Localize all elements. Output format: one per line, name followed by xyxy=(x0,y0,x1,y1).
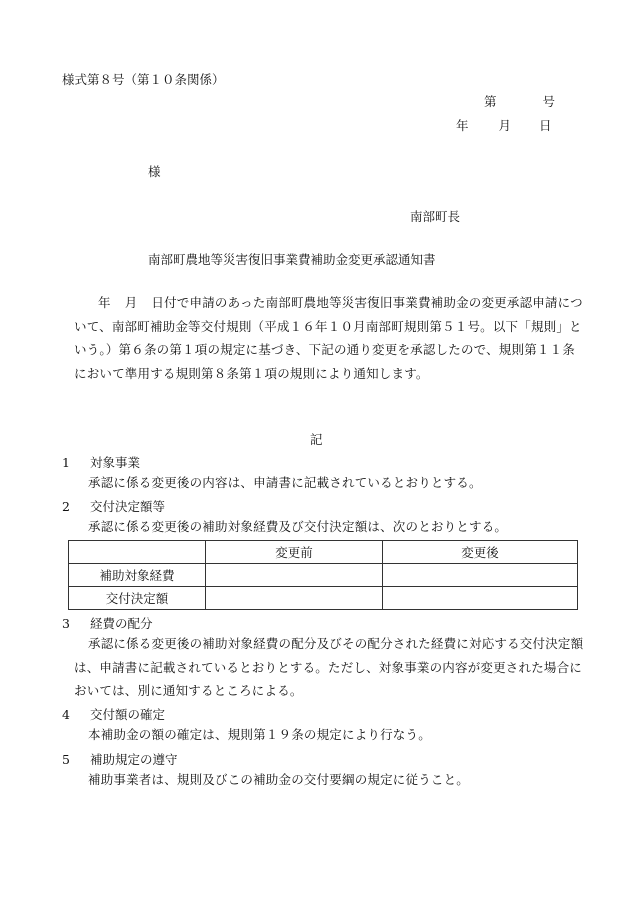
intro-paragraph xyxy=(74,291,584,385)
table-cell-before xyxy=(206,564,383,587)
table-cell-after xyxy=(383,587,578,610)
table-row-label: 交付決定額 xyxy=(69,587,206,610)
section-1-body: 承認に係る変更後の内容は、申請書に記載されているとおりとする。 xyxy=(88,475,482,490)
section-number: 3 xyxy=(62,616,70,631)
intro-month: 月 xyxy=(124,295,138,310)
table-header-cell: 変更後 xyxy=(383,541,578,564)
date-day: 日 xyxy=(539,118,552,133)
table-header-row xyxy=(69,541,578,564)
section-5-title xyxy=(62,750,178,768)
section-number: 2 xyxy=(62,499,70,514)
section-title-text: 交付額の確定 xyxy=(90,707,166,722)
section-title-text: 交付決定額等 xyxy=(90,499,166,514)
intro-year: 年 xyxy=(98,295,111,310)
addressee-suffix: 様 xyxy=(148,164,161,179)
section-number: 4 xyxy=(62,707,70,722)
section-4-title xyxy=(62,705,165,723)
sender-name: 南部町長 xyxy=(410,209,461,224)
section-number: 5 xyxy=(62,752,70,767)
section-2-title xyxy=(62,497,165,515)
table-row-label: 補助対象経費 xyxy=(69,564,206,587)
intro-text: 日付で申請のあった南部町農地等災害復旧事業費補助金の変更承認申請について、南部町補助金等交付規則（平成１６年１０月南部町規則第５１号。以下「規則」という。）第６条の第１項の規定に基づき、下記の通り変更を承認したので、規則第１１条において準用する規則第８条第１項の規則により通知します。 xyxy=(74,295,583,381)
document-title: 南部町農地等災害復旧事業費補助金変更承認通知書 xyxy=(148,252,436,267)
document-number-line xyxy=(484,92,555,110)
date-line xyxy=(456,116,552,134)
section-number: 1 xyxy=(62,455,70,470)
table-cell-after xyxy=(383,564,578,587)
date-month: 月 xyxy=(498,118,512,133)
section-title-text: 補助規定の遵守 xyxy=(90,752,178,767)
number-suffix: 号 xyxy=(542,94,556,109)
table-header-cell: 変更前 xyxy=(206,541,383,564)
section-title-text: 対象事業 xyxy=(90,455,141,470)
section-3-body: 承認に係る変更後の補助対象経費の配分及びその配分された経費に対応する交付決定額は、申請書に記載されているとおりとする。ただし、対象事業の内容が変更された場合においては、別に通知するところによる。 xyxy=(74,636,584,698)
section-5-body: 補助事業者は、規則及びこの補助金の交付要綱の規定に従うこと。 xyxy=(88,772,470,787)
table-row xyxy=(69,564,578,587)
table-header-cell xyxy=(69,541,206,564)
section-3-title xyxy=(62,614,153,632)
section-title-text: 経費の配分 xyxy=(90,616,153,631)
form-label: 様式第８号（第１０条関係） xyxy=(62,72,225,87)
section-4-body: 本補助金の額の確定は、規則第１９条の規定により行なう。 xyxy=(88,727,431,742)
section-2-body: 承認に係る変更後の補助対象経費及び交付決定額は、次のとおりとする。 xyxy=(88,519,508,534)
table-row xyxy=(69,587,578,610)
section-1-title xyxy=(62,453,140,471)
amount-table xyxy=(68,540,578,610)
date-year: 年 xyxy=(456,118,469,133)
ki-heading: 記 xyxy=(310,432,323,447)
table-cell-before xyxy=(206,587,383,610)
number-prefix: 第 xyxy=(484,94,497,109)
